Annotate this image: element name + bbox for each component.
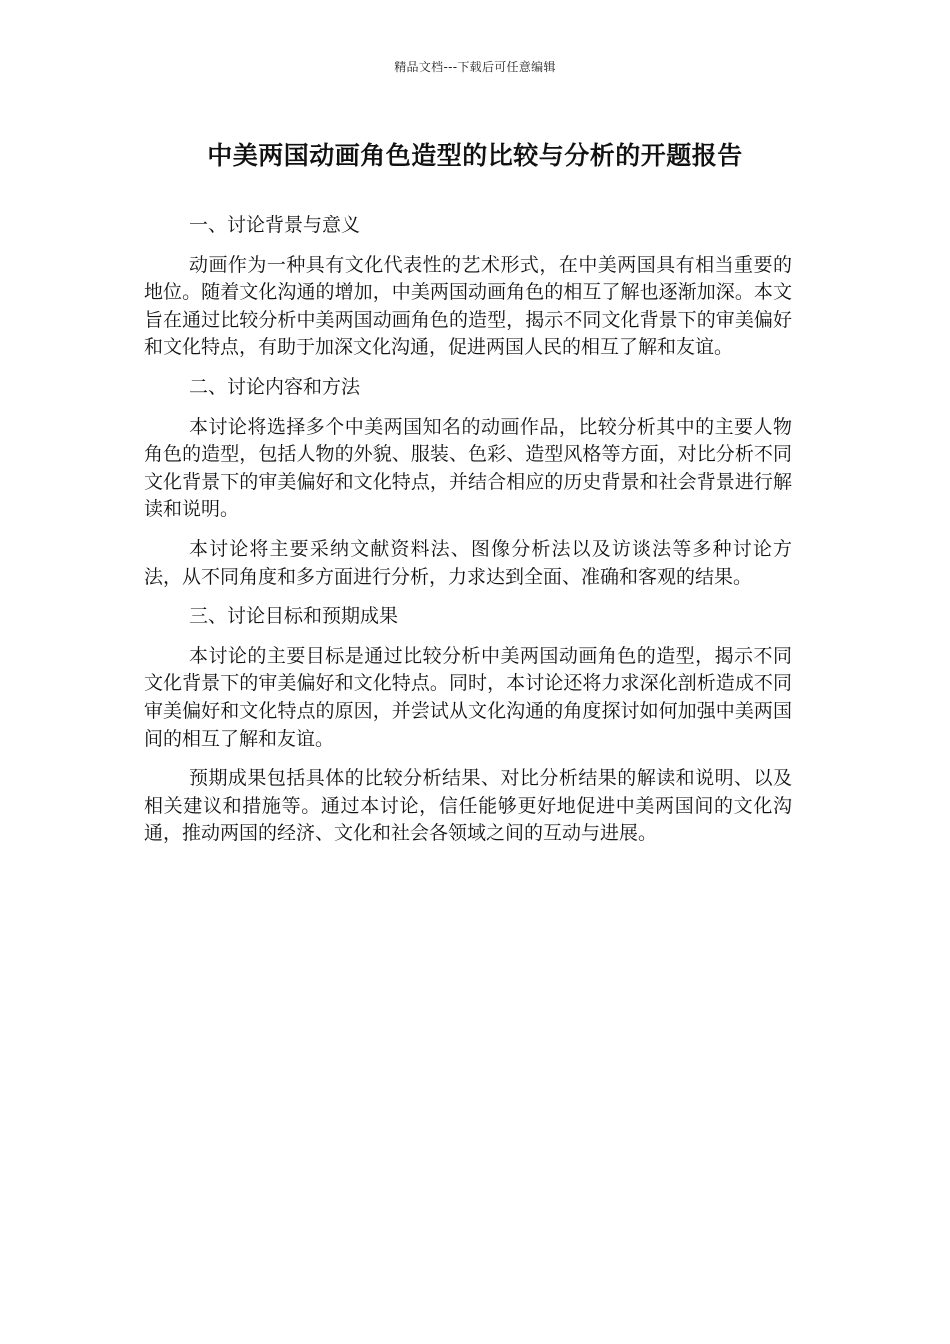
document-title: 中美两国动画角色造型的比较与分析的开题报告 bbox=[207, 141, 743, 170]
section-heading: 二、讨论内容和方法 bbox=[189, 375, 361, 398]
paragraph: 预期成果包括具体的比较分析结果、对比分析结果的解读和说明、以及相关建议和措施等。通过本讨论，信任能够更好地促进中美两国间的文化沟通，推动两国的经济、文化和社会各领域之间的互动与进展。 bbox=[144, 767, 792, 845]
section-background bbox=[144, 212, 792, 362]
section-heading: 一、讨论背景与意义 bbox=[189, 214, 361, 236]
paragraph: 动画作为一种具有文化代表性的艺术形式，在中美两国具有相当重要的地位。随着文化沟通的增加，中美两国动画角色的相互了解也逐渐加深。本文旨在通过比较分析中美两国动画角色的造型，揭示不同文化背景下的审美偏好和文化特点，有助于加深文化沟通，促进两国人民的相互了解和友谊。 bbox=[144, 253, 792, 359]
paragraph: 本讨论将选择多个中美两国知名的动画作品，比较分析其中的主要人物角色的造型，包括人物的外貌、服装、色彩、造型风格等方面，对比分析不同文化背景下的审美偏好和文化特点，并结合相应的历史背景和社会背景进行解读和说明。 bbox=[144, 415, 792, 521]
section-goals-outcomes bbox=[144, 603, 792, 848]
document-body bbox=[144, 212, 792, 860]
section-heading: 三、讨论目标和预期成果 bbox=[189, 605, 399, 628]
header-note: 精品文档---下载后可任意编辑 bbox=[394, 60, 556, 74]
paragraph: 本讨论将主要采纳文献资料法、图像分析法以及访谈法等多种讨论方法，从不同角度和多方面进行分析，力求达到全面、准确和客观的结果。 bbox=[144, 537, 792, 588]
paragraph: 本讨论的主要目标是通过比较分析中美两国动画角色的造型，揭示不同文化背景下的审美偏好和文化特点。同时，本讨论还将力求深化剖析造成不同审美偏好和文化特点的原因，并尝试从文化沟通的角度探讨如何加强中美两国间的相互了解和友谊。 bbox=[144, 644, 792, 750]
section-content-methods bbox=[144, 374, 792, 591]
